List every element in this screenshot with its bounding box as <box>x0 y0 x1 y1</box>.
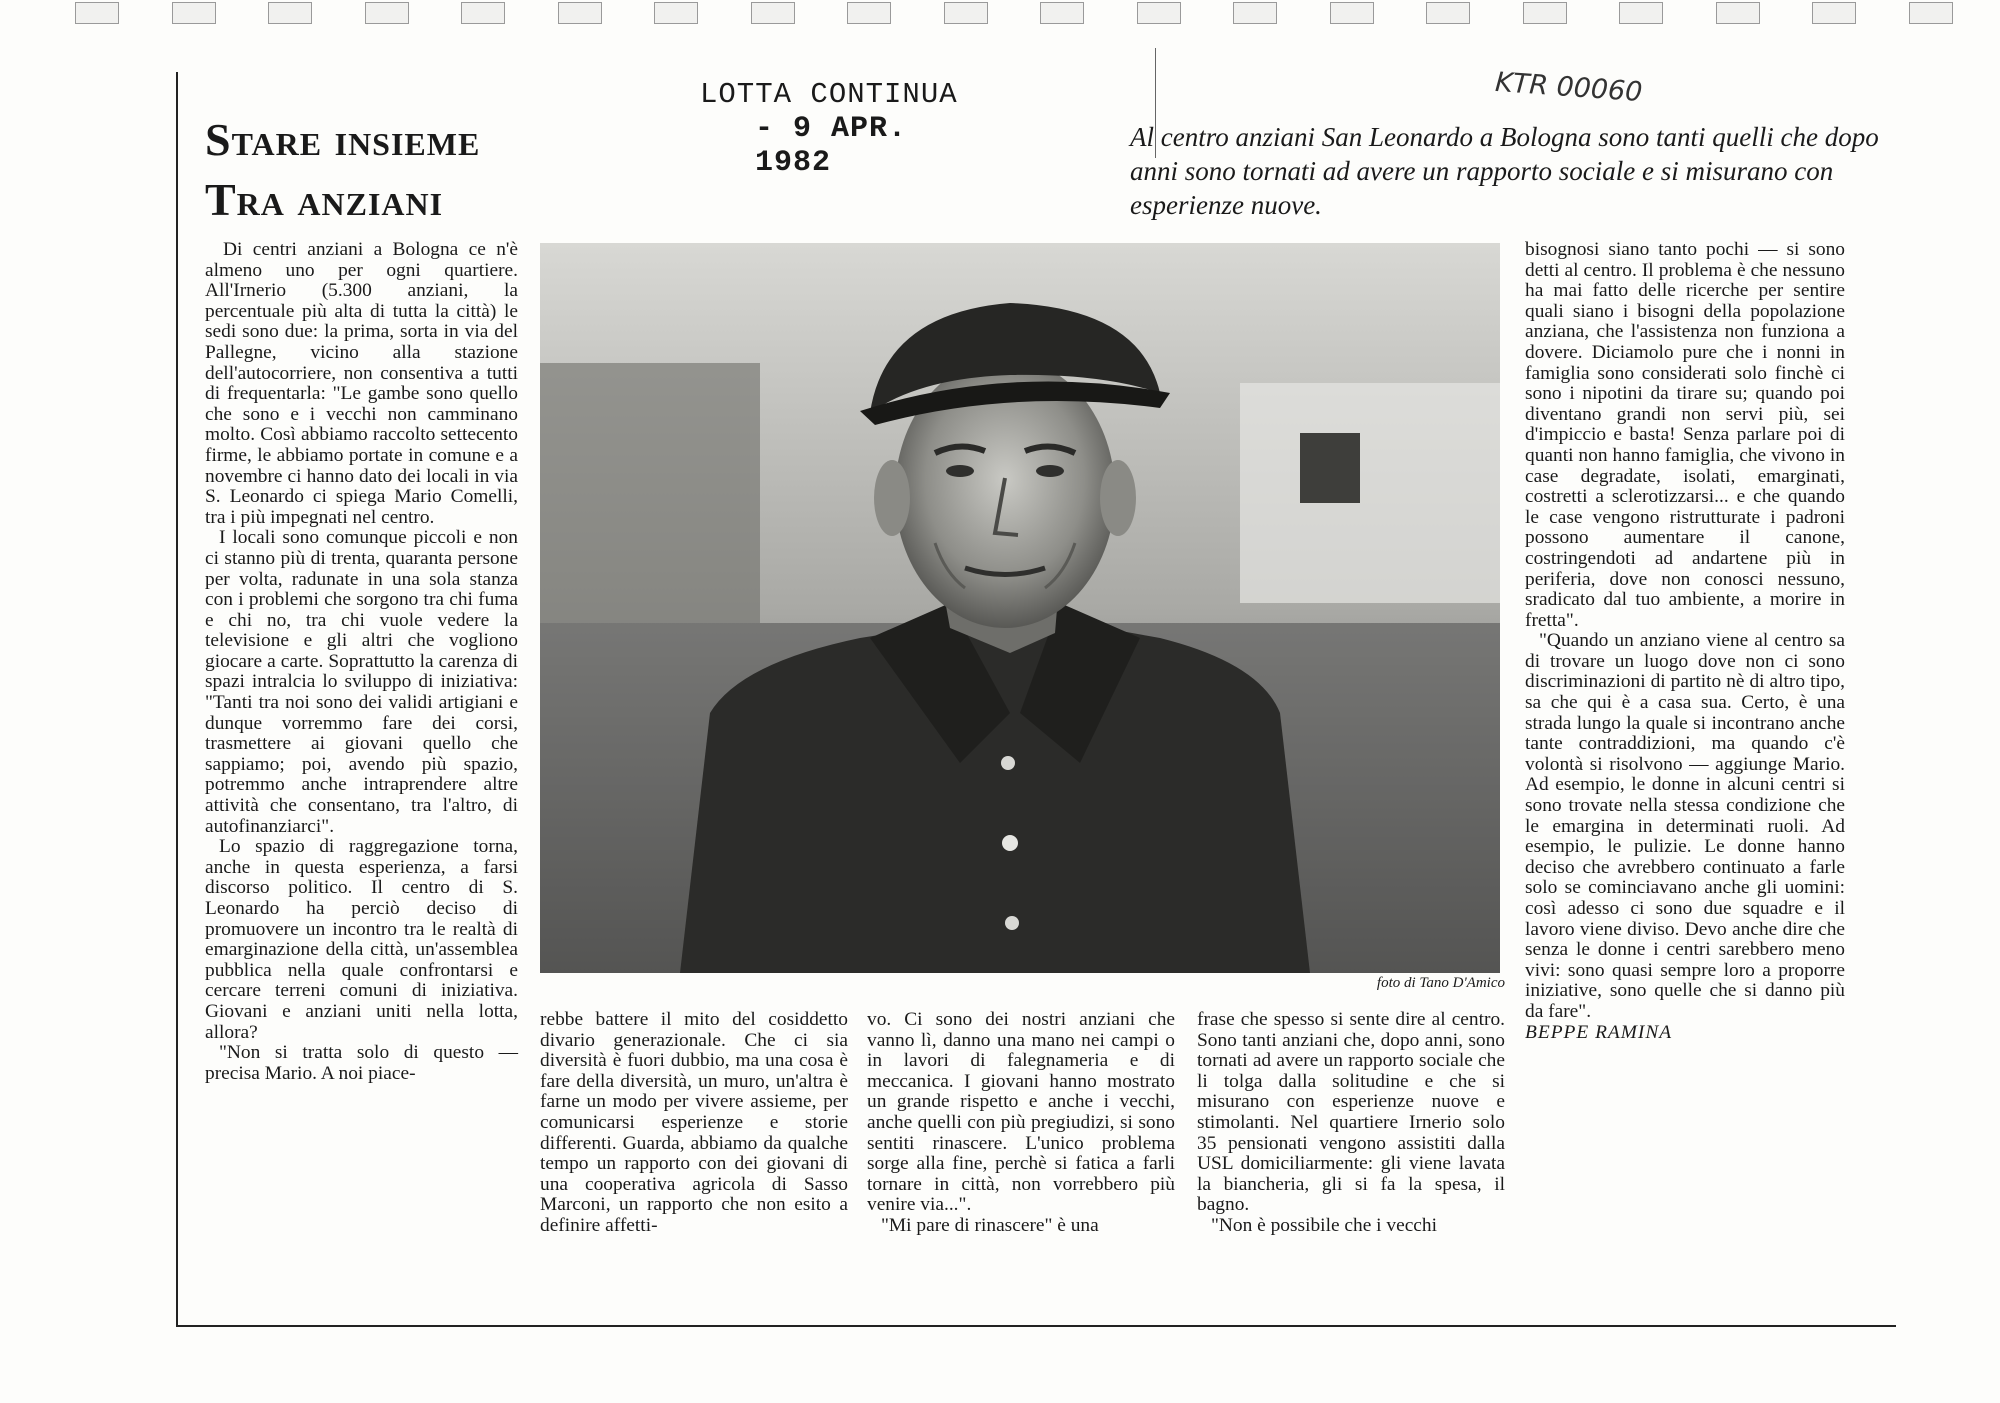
newspaper-stamp <box>700 78 1000 180</box>
paragraph: "Quando un anziano viene al centro sa di trovare un luogo dove non ci sono discriminazioni di partito nè di altro tipo, sa che qui è a casa sua. Certo, è una strada lungo la quale si incontrano anche tante contraddizioni, ma quando c'è volontà si risolvono — aggiunge Mario. Ad esempio, le donne in alcuni centri si sono trovate nella stessa condizione che le emargina in determinati ruoli. Ad esempio, le pulizie. Le donne hanno deciso che avrebbero continuato a farle solo se cominciavano anche gli uomini: così adesso ci sono due squadre e il lavoro viene diviso. Devo anche dire che senza le donne i centri sarebbero meno vivi: sono quasi sempre loro a proporre iniziative, sono quelle che si danno più da fare". <box>1525 630 1845 1022</box>
newspaper-name: LOTTA CONTINUA <box>700 78 958 111</box>
article-subhead: Al centro anziani San Leonardo a Bologna sono tanti quelli che dopo anni sono tornati ad avere un rapporto sociale e si misurano con esperienze nuove. <box>1130 122 1879 220</box>
punch-hole <box>172 2 216 24</box>
punch-hole <box>1716 2 1760 24</box>
punch-hole <box>847 2 891 24</box>
punch-hole <box>558 2 602 24</box>
punch-hole <box>1330 2 1374 24</box>
punch-hole <box>1812 2 1856 24</box>
punch-hole <box>1909 2 1953 24</box>
article-column-4 <box>1197 1010 1505 1237</box>
article-column-5 <box>1525 240 1845 1043</box>
paragraph: Lo spazio di raggregazione torna, anche in questa esperienza, a farsi discorso politico. Il centro di S. Leonardo ha perciò deciso di promuovere un incontro tra le realtà di emarginazione della città, un'assemblea pubblica nella quale confrontarsi e cercare terreni comuni di iniziativa. Giovani e anziani uniti nella lotta, allora? <box>205 836 518 1043</box>
paragraph: bisognosi siano tanto pochi — si sono detti al centro. Il problema è che nessuno ha mai fatto delle ricerche per sentire quali siano i bisogni della popolazione anziana, che l'assistenza non funziona a dovere. Diciamolo pure che i nonni in famiglia sono considerati solo finchè ci sono i nipotini da tirare su; quando poi diventano grandi non servi più, sei d'impiccio e basta! Senza parlare poi di quanti non hanno famiglia, che vivono in case degradate, isolati, emarginati, costretti a sclerotizzarsi... e che quando le case vengono ristrutturate i padroni possono aumentare il canone, costringendoti ad andartene più in periferia, dove non conosci nessuno, sradicato dal tuo ambiente, a morire in fretta". <box>1525 239 1845 631</box>
clipping-border-left <box>176 72 178 1327</box>
article-column-2 <box>540 1010 848 1237</box>
article-photo <box>540 243 1500 973</box>
binder-punch-holes <box>0 0 2000 30</box>
punch-hole <box>365 2 409 24</box>
paragraph: "Mi pare di rinascere" è una <box>881 1214 1099 1236</box>
paragraph: I locali sono comunque piccoli e non ci stanno più di trenta, quaranta persone per volta, radunate in una sola stanza con i problemi che sorgono tra chi fuma e chi no, tra chi vuole vedere la televisione e gli altri che vogliono giocare a carte. Soprattutto la carenza di spazi intralcia lo sviluppo di iniziativa: "Tanti tra noi sono dei validi artigiani e dunque vorremmo fare dei corsi, trasmettere ai giovani quello che sappiamo; poi, avendo più spazio, potremmo anche intraprendere altre attività che consentano, tra l'altro, di autofinanziarci". <box>205 527 518 837</box>
archive-code: KTR 00060 <box>1494 66 1644 109</box>
punch-hole <box>751 2 795 24</box>
punch-hole <box>654 2 698 24</box>
paragraph: "Non si tratta solo di questo — precisa Mario. A noi piace- <box>205 1042 518 1084</box>
paragraph: frase che spesso si sente dire al centro. Sono tanti anziani che, dopo anni, sono tornati ad avere un rapporto sociale che li tolga dalla solitudine e che si misurano con esperienze nuove e stimolanti. Nel quartiere Irnerio solo 35 pensionati vengono assistiti dalla USL domiciliarmente: gli viene lavata la biancheria, gli si fa la spesa, il bagno. <box>1197 1009 1505 1216</box>
punch-hole <box>1426 2 1470 24</box>
punch-hole <box>1523 2 1567 24</box>
photo-credit: foto di Tano D'Amico <box>1376 975 1505 991</box>
punch-hole <box>1619 2 1663 24</box>
punch-hole <box>461 2 505 24</box>
paragraph: rebbe battere il mito del cosiddetto divario generazionale. Che ci sia diversità è fuori dubbio, ma una cosa è fare della diversità, un muro, un'altra è farne un modo per vivere assieme, per comunicarsi esperienze e storie differenti. Guarda, abbiamo da qualche tempo un rapporto con dei giovani di una cooperativa agricola di Sasso Marconi, un rapporto che non esito a definire affetti- <box>540 1009 848 1236</box>
paragraph: vo. Ci sono dei nostri anziani che vanno lì, danno una mano nei campi o in lavori di falegnameria e di meccanica. I giovani hanno mostrato un grande rispetto e anche i vecchi, anche quelli con più pregiudizi, si sono sentiti rinascere. L'unico problema sorge alla fine, perchè si fatica a farli tornare in città, non vorrebbero più venire via...". <box>867 1009 1175 1216</box>
elderly-man-portrait <box>540 243 1500 973</box>
headline-line-1: Stare insieme <box>205 114 481 165</box>
punch-hole <box>1040 2 1084 24</box>
punch-hole <box>1233 2 1277 24</box>
clipping-border-bottom <box>176 1325 1896 1327</box>
article-column-1 <box>205 240 518 1084</box>
headline-line-2: Tra anziani <box>205 174 444 225</box>
paragraph: Di centri anziani a Bologna ce n'è almeno uno per ogni quartiere. All'Irnerio (5.300 anziani, la percentuale più alta di tutta la città) le sedi sono due: la prima, sorta in via del Pallegne, vicino alla stazione dell'autocorriere, non consentiva a tutti di frequentarla: "Le gambe sono quello che sono e i vecchi non camminano molto. Così abbiamo raccolto settecento firme, le abbiamo portate in comune e a novembre ci hanno dato dei locali in via S. Leonardo ci spiega Mario Comelli, tra i più impegnati nel centro. <box>205 239 518 528</box>
article-column-3 <box>867 1010 1175 1237</box>
punch-hole <box>944 2 988 24</box>
punch-hole <box>1137 2 1181 24</box>
punch-hole <box>75 2 119 24</box>
paragraph: "Non è possibile che i vecchi <box>1211 1214 1437 1236</box>
publication-date: - 9 APR. 1982 <box>755 112 908 180</box>
punch-hole <box>268 2 312 24</box>
article-headline <box>205 110 595 230</box>
author-signature: BEPPE RAMINA <box>1525 1021 1673 1043</box>
